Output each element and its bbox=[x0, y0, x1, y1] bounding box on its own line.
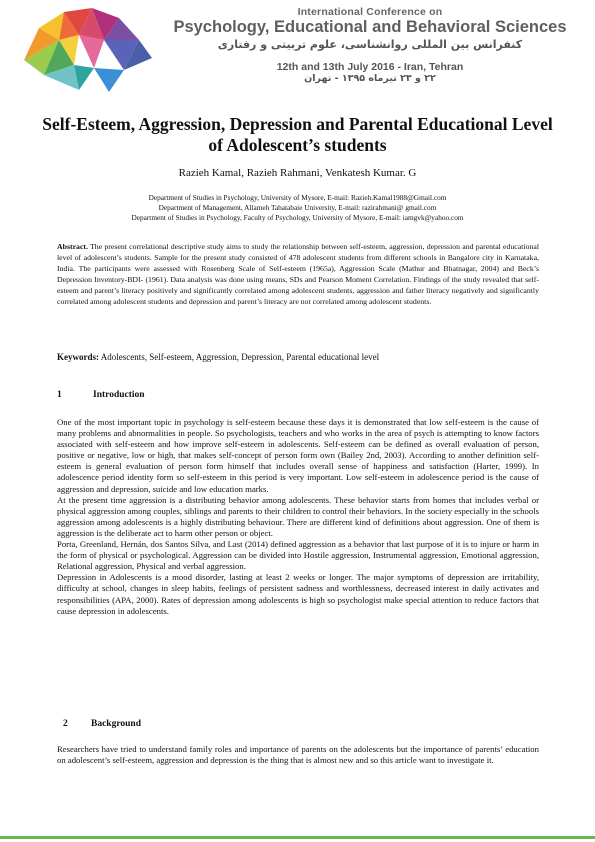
background-body bbox=[57, 744, 539, 766]
paper-title: Self-Esteem, Aggression, Depression and Parental Educational Level of Adolescent’s students bbox=[42, 114, 553, 155]
conference-name-line: International Conference on bbox=[297, 6, 443, 18]
brain-logo-icon bbox=[4, 0, 164, 100]
conference-title: Psychology, Educational and Behavioral Sciences bbox=[173, 18, 567, 36]
section-title: Background bbox=[91, 719, 141, 729]
section-title: Introduction bbox=[93, 390, 145, 400]
conference-date-persian: ۲۲ و ۲۳ تیرماه ۱۳۹۵ - تهران bbox=[304, 73, 436, 84]
affiliation-line: Department of Studies in Psychology, University of Mysore, E-mail: Razieh.Kamal1988@Gmail.com bbox=[148, 193, 447, 202]
keywords-text: Adolescents, Self-esteem, Aggression, Depression, Parental educational level bbox=[99, 352, 380, 362]
footer-accent-line bbox=[0, 836, 595, 839]
paragraph: Porta, Greenland, Hernán, dos Santos Silva, and Last (2014) defined aggression as a behavior that last purpose of it is to injure or harm in the form of physical or psychological. Aggression can be divided into Hostile aggression, Instrumental aggression, Emotional aggression, Relational aggression, Physical and verbal aggression. bbox=[57, 539, 539, 572]
introduction-body bbox=[57, 417, 539, 617]
conference-banner bbox=[0, 0, 595, 103]
keywords bbox=[57, 352, 539, 362]
section-heading-introduction bbox=[57, 390, 145, 400]
conference-date: 12th and 13th July 2016 - Iran, Tehran bbox=[276, 61, 464, 73]
affiliation-line: Department of Management, Allameh Tabatabaie University, E-mail: razirahmani@ gmail.com bbox=[158, 203, 437, 213]
paragraph: Depression in Adolescents is a mood disorder, lasting at least 2 weeks or longer. The major symptoms of depression are irritability, difficulty at school, changes in sleep habits, feelings of persistent sadness and worthlessness, decreased interest in daily activates and responsibilities (APA, 2000). Rates of depression among adolescents is high so psychologist make special attention to reduce factors that cause depression in adolescents. bbox=[57, 572, 539, 616]
section-heading-background bbox=[57, 719, 141, 729]
paragraph: At the present time aggression is a distributing behavior among adolescents. These behavior starts from homes that includes verbal or physical aggression among couples, siblings and parents to their children to control their behaviors. In the society especially in the schools aggression among adolescents is a highly distributing behaviour. There are different kind of definitions about aggression. One of them is aggression is the deliberate act to harm other person or object. bbox=[57, 494, 539, 538]
conference-title-persian: کنفرانس بین المللی روانشناسی، علوم تربیتی و رفتاری bbox=[217, 38, 523, 51]
abstract-text: The present correlational descriptive study aims to study the relationship between self-esteem, aggression, depression and parental educational level of adolescent’s students. Sample for the present study consisted of 478 adolescent students from different schools in Bangalore city in Karnataka, India. The participants were assessed with Rosenberg Scale of Self-esteem (1965a), Aggression Scale (Mathur and Bhatnagar, 2004) and Beck’s Depression Inventory-BDI- (1961). Data analysis was done using means, SDs and Pearson Moment Correlation. Findings of the study revealed that self-esteem and parent’s literacy positively and significantly correlated among adolescent students, aggression and father literacy negatively and significantly correlated among adolescent students and depression and parent’s literacy are not correlated among adolescent students. bbox=[57, 242, 539, 306]
section-number: 2 bbox=[63, 719, 68, 729]
keywords-label: Keywords: bbox=[57, 352, 99, 362]
paragraph: One of the most important topic in psychology is self-esteem because these days it is demonstrated that low self-esteem is the cause of many problems and abnormalities in people. So psychologists, teachers and who works in the area of psych is attempting to know factors associated with self-esteem and how improve self-esteem in adolescents. Self-esteem can be defined as overall evaluation of person, positive or negative, low or high, that makes self-concept of person form own (Bailey 2nd, 2003). According to another definition self-esteem is general evaluation of person form himself that includes overall sense of happiness and satisfaction (Harter, 1999). In adolescence period identity form so self-esteem in this period is very important. Low self-esteem in adolescence period is the cause of aggression and depression, suicide and low education marks. bbox=[57, 417, 539, 494]
section-number: 1 bbox=[57, 390, 62, 400]
affiliations bbox=[30, 193, 565, 224]
affiliation-line: Department of Studies in Psychology, Faculty of Psychology, University of Mysore, E-mail: iamgvk@yahoo.com bbox=[131, 213, 464, 223]
abstract-label: Abstract. bbox=[57, 242, 88, 251]
paper-authors: Razieh Kamal, Razieh Rahmani, Venkatesh Kumar. G bbox=[178, 167, 417, 179]
abstract bbox=[57, 242, 539, 307]
paragraph: Researchers have tried to understand family roles and importance of parents on the adolescents but the importance of parents’ education on adolescent’s self-esteem, aggression and depression is the thing that is almost new and so this article want to investigate it. bbox=[57, 744, 539, 766]
